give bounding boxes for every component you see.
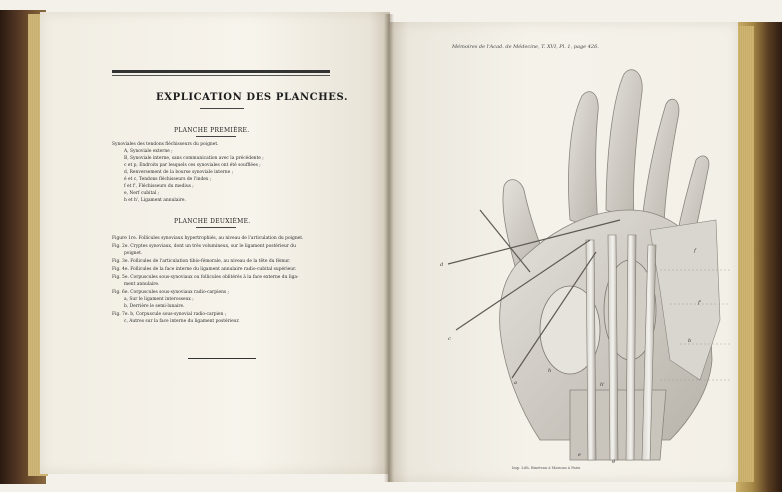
plate-label: d: [440, 262, 444, 268]
section-heading-planche-1: PLANCHE PREMIÈRE.: [174, 127, 250, 134]
plate1-line: A, Synoviale externe ;: [124, 149, 173, 154]
plate1-line: f et f', Fléchisseurs du medius ;: [124, 184, 194, 189]
plate1-line: h et h', Ligament annulaire.: [124, 198, 186, 203]
plate-label: g: [612, 458, 616, 464]
section2-rule: [196, 227, 236, 228]
page-title: EXPLICATION DES PLANCHES.: [156, 92, 349, 103]
plate2-line: c, Autres sur la face interne du ligament postérieur.: [124, 319, 240, 324]
plate2-line: b, Derrière le semi-lunaire.: [124, 304, 185, 309]
left-page: [40, 12, 390, 474]
plate2-line: Fig. 5e. Corpuscules sous-synoviaux ou follicules oblitérés à la face externe du liga-: [112, 275, 299, 280]
plate2-line: a, Sur le ligament interosseux ;: [124, 297, 194, 302]
plate1-line: Synoviales des tendons fléchisseurs du poignet.: [112, 142, 219, 147]
plate-label: f': [698, 300, 702, 306]
plate-label: e: [578, 452, 581, 458]
plate2-line: poignet.: [124, 251, 143, 256]
printer-imprint: Imp. Lith. Bineteau à Maisons à Paris: [512, 466, 581, 470]
finger-middle: [606, 70, 642, 220]
header-rule-thin: [112, 75, 330, 76]
plate-label: c: [448, 336, 451, 342]
plate1-line: B, Synoviale interne, sans communication avec la précédente ;: [124, 156, 264, 161]
plate2-line: Figure 1re. Follicules synoviaux hypertrophiés, au niveau de l'articulation du poignet.: [112, 236, 304, 241]
plate-caption: Mémoires de l'Acad. de Médecine, T. XVI, Pl. 1, page 426.: [452, 44, 599, 50]
plate-label: a: [514, 380, 517, 386]
section-heading-planche-2: PLANCHE DEUXIÈME.: [174, 218, 251, 225]
plate-label: h': [600, 382, 605, 388]
finger-index: [569, 92, 599, 230]
plate-label: f: [694, 248, 696, 254]
section1-rule: [196, 136, 236, 137]
plate2-line: Fig. 7e. b, Corpuscule sous-synovial radio-carpien ;: [112, 312, 227, 317]
end-rule: [188, 358, 256, 359]
plate1-line: é et c, Tendons fléchisseurs de l'index ;: [124, 177, 212, 182]
plate2-line: Fig. 3e. Follicules de l'articulation tibio-fémorale, au niveau de la tête du fémur.: [112, 259, 291, 264]
plate2-line: Fig. 6e. Corpuscules sous-synoviaux radio-carpiens ;: [112, 290, 230, 295]
plate1-line: e, Nerf cubital ;: [124, 191, 160, 196]
plate-label: h: [548, 368, 552, 374]
plate1-line: d, Renversement de la bourse synoviale interne ;: [124, 170, 234, 175]
anatomical-hand-plate: [420, 60, 740, 470]
book-gutter-shadow: [384, 14, 394, 482]
plate-label: b: [688, 338, 692, 344]
plate2-line: ment annulaire.: [124, 282, 160, 287]
header-rule-thick: [112, 70, 330, 73]
title-rule: [200, 108, 244, 109]
plate2-line: Fig. 2e. Cryptes synoviaux, dont un très volumineux, sur le ligament postérieur du: [112, 244, 296, 249]
plate2-line: Fig. 4e. Follicules de la face interne du ligament annulaire radio-cubital supérieur.: [112, 267, 297, 272]
plate1-line: c et p, Endroits par lesquels ces synoviales ont été soufflées ;: [124, 163, 261, 168]
